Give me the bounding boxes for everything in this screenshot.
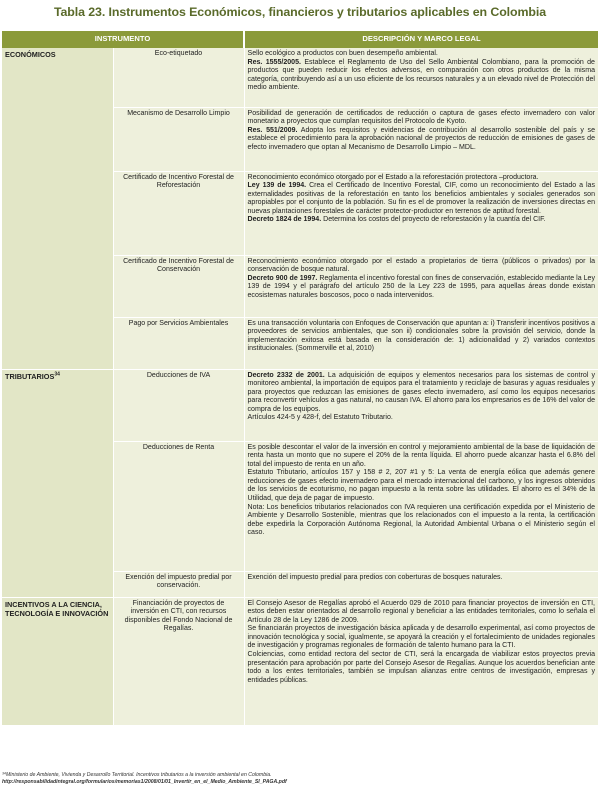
instrument-description: Reconocimiento económico otorgado por el Estado a la reforestación protectora –productora. Ley 139 de 1994. Crea el Certificado de Incentivo Forestal, CIF, como un reconocimiento del Estado a las externalidades positivas de la reforestación en tanto los beneficios ambientales y sociales generados son apropiables por el conjunto de la población. Su fin es el de promover la realización de inversiones directas en nuevas plantaciones forestales de carácter protector-productor en terrenos de aptitud forestal. Decreto 1824 de 1994. Determina los costos del proyecto de reforestación y la cuantía del CIF.: [244, 171, 598, 255]
table-row: [2, 369, 598, 441]
instrument-name: Pago por Servicios Ambientales: [113, 317, 244, 369]
table-row: [2, 597, 598, 725]
footnote-text: ³⁴Ministerio de Ambiente, Vivienda y Desarrollo Territorial. Incentivos tributarios a la inversión ambiental en Colombia.: [2, 772, 272, 778]
instrument-description: Exención del impuesto predial para predios con coberturas de bosques naturales.: [244, 571, 598, 597]
header-descripcion: DESCRIPCIÓN Y MARCO LEGAL: [244, 31, 598, 48]
category-economicos: ECONÓMICOS: [2, 48, 113, 369]
instrument-name: Deducciones de IVA: [113, 369, 244, 441]
instrument-description: Reconocimiento económico otorgado por el estado a propietarios de tierra (públicos o privados) por la conservación de bosque natural. Decreto 900 de 1997. Reglamenta el incentivo forestal con fines de conservación, establecido mediante la Ley 139 de 1994 y el parágrafo del artículo 250 de la Ley 223 de 1995, para aquellas áreas donde existan ecosistemas naturales boscosos, poco o nada intervenidos.: [244, 255, 598, 317]
instrument-name: Certificado de Incentivo Forestal de Conservación: [113, 255, 244, 317]
footnote-url: http://responsabilidadintegral.org/formularios/memorias1/2008/01/01_Invertir_en_el_Medio_Ambiente_SI_PAGA.pdf: [2, 778, 287, 785]
instrument-description: Sello ecológico a productos con buen desempeño ambiental. Res. 1555/2005. Establece el Reglamento de Uso del Sello Ambiental Colombiano, para la promoción de productos que pueden reducir los efectos adversos, en comparación con otros productos de la misma categoría, contribuyendo así a un uso eficiente de los recursos naturales y a un elevado nivel de Protección del medio ambiente.: [244, 48, 598, 107]
instrument-description: Posibilidad de generación de certificados de reducción o captura de gases efecto invernadero con valor monetario a proyectos que cumplan requisitos del Protocolo de Kyoto. Res. 551/2009. Adopta los requisitos y evidencias de contribución al desarrollo sostenible del país y se establece el procedimiento para la aprobación nacional de proyectos de reducción de emisiones de gases de efecto invernadero que optan al Mecanismo de Desarrollo Limpio – MDL.: [244, 107, 598, 171]
instruments-table: [2, 31, 598, 726]
table-header-row: [2, 31, 598, 48]
header-instrumento: INSTRUMENTO: [2, 31, 244, 48]
instrument-name: Certificado de Incentivo Forestal de Reforestación: [113, 171, 244, 255]
instrument-description: Decreto 2332 de 2001. La adquisición de equipos y elementos necesarios para los sistemas de control y monitoreo ambiental, la importación de equipos para el tratamiento y reciclaje de basuras y aguas residuales y para proyectos que reduzcan las emisiones de gases efecto invernadero, así como los equipos necesarios para reconvertir vehículos a gas natural, no causan IVA. El ahorro para los empresarios es de 16% del valor de compra de los equipos. Artículos 424-5 y 428-f, del Estatuto Tributario.: [244, 369, 598, 441]
category-incentivos: INCENTIVOS A LA CIENCIA, TECNOLOGÍA E INNOVACIÓN: [2, 597, 113, 725]
instrument-name: Financiación de proyectos de inversión en CTI, con recursos disponibles del Fondo Nacional de Regalías.: [113, 597, 244, 725]
footnote: [2, 772, 598, 785]
category-tributarios: TRIBUTARIOS$^{34}$: [2, 369, 113, 597]
footnote-marker: 34: [54, 371, 60, 378]
instrument-name: Exención del impuesto predial por conservación.: [113, 571, 244, 597]
table-row: [2, 48, 598, 107]
instrument-description: Es posible descontar el valor de la inversión en control y mejoramiento ambiental de la base de liquidación de renta hasta un monto que no supere el 20% de la renta líquida. El ahorro puede alcanzar hasta el 6.8% del total del impuesto de renta en un año. Estatuto Tributario, artículos 157 y 158 # 2, 207 #1 y 5: La venta de energía eólica que además genere reducciones de gases efecto invernadero para el mercado internacional del carbono, y los ingresos obtenidos de los servicios de ecoturismo, no pagan impuesto a la renta sobre las utilidades. El ahorro es el 34% de la Utilidad, que deja de pagar de impuesto. Nota: Los beneficios tributarios relacionados con IVA requieren una certificación expedida por el Ministerio de Ambiente y Desarrollo Sostenible, mientras que los relacionados con el impuesto a la renta, la certificación debe expedirla la Corporación Autónoma Regional, la Autoridad Ambiental Urbana o el Ministerio según el caso.: [244, 441, 598, 571]
instrument-description: El Consejo Asesor de Regalías aprobó el Acuerdo 029 de 2010 para financiar proyectos de inversión en CTI, estos deben estar orientados al desarrollo regional y beneficiar a las entidades territoriales, como lo señala el Artículo 28 de la Ley 1286 de 2009. Se financiarán proyectos de investigación básica aplicada y de desarrollo experimental, así como proyectos de innovación tecnológica y social, igualmente, se apoyará la creación y el fortalecimiento de unidades regionales de investigación y programas regionales de formación de talento humano para la CTI. Colciencias, como entidad rectora del sector de CTI, será la encargada de viabilizar estos proyectos previa presentación para aprobación por parte del Consejo Asesor de Regalías. Aunque los acuerdos benefician ante todo a los entes territoriales, también se impulsan alianzas entre centros de investigación, empresas y entidades públicas.: [244, 597, 598, 725]
table-title: Tabla 23. Instrumentos Económicos, financieros y tributarios aplicables en Colombia: [53, 5, 547, 19]
instrument-name: Mecanismo de Desarrollo Limpio: [113, 107, 244, 171]
instrument-name: Deducciones de Renta: [113, 441, 244, 571]
instrument-description: Es una transacción voluntaria con Enfoques de Conservación que apuntan a: i) Transferir incentivos positivos a proveedores de servicios ambientales, que son ii) condicionales sobre la provisión del servicio, donde la implementación exitosa está basada en la consideración de: 1) adicionalidad y 2) variados contextos institucionales. (Sommerville et al, 2010): [244, 317, 598, 369]
instrument-name: Eco-etiquetado: [113, 48, 244, 107]
